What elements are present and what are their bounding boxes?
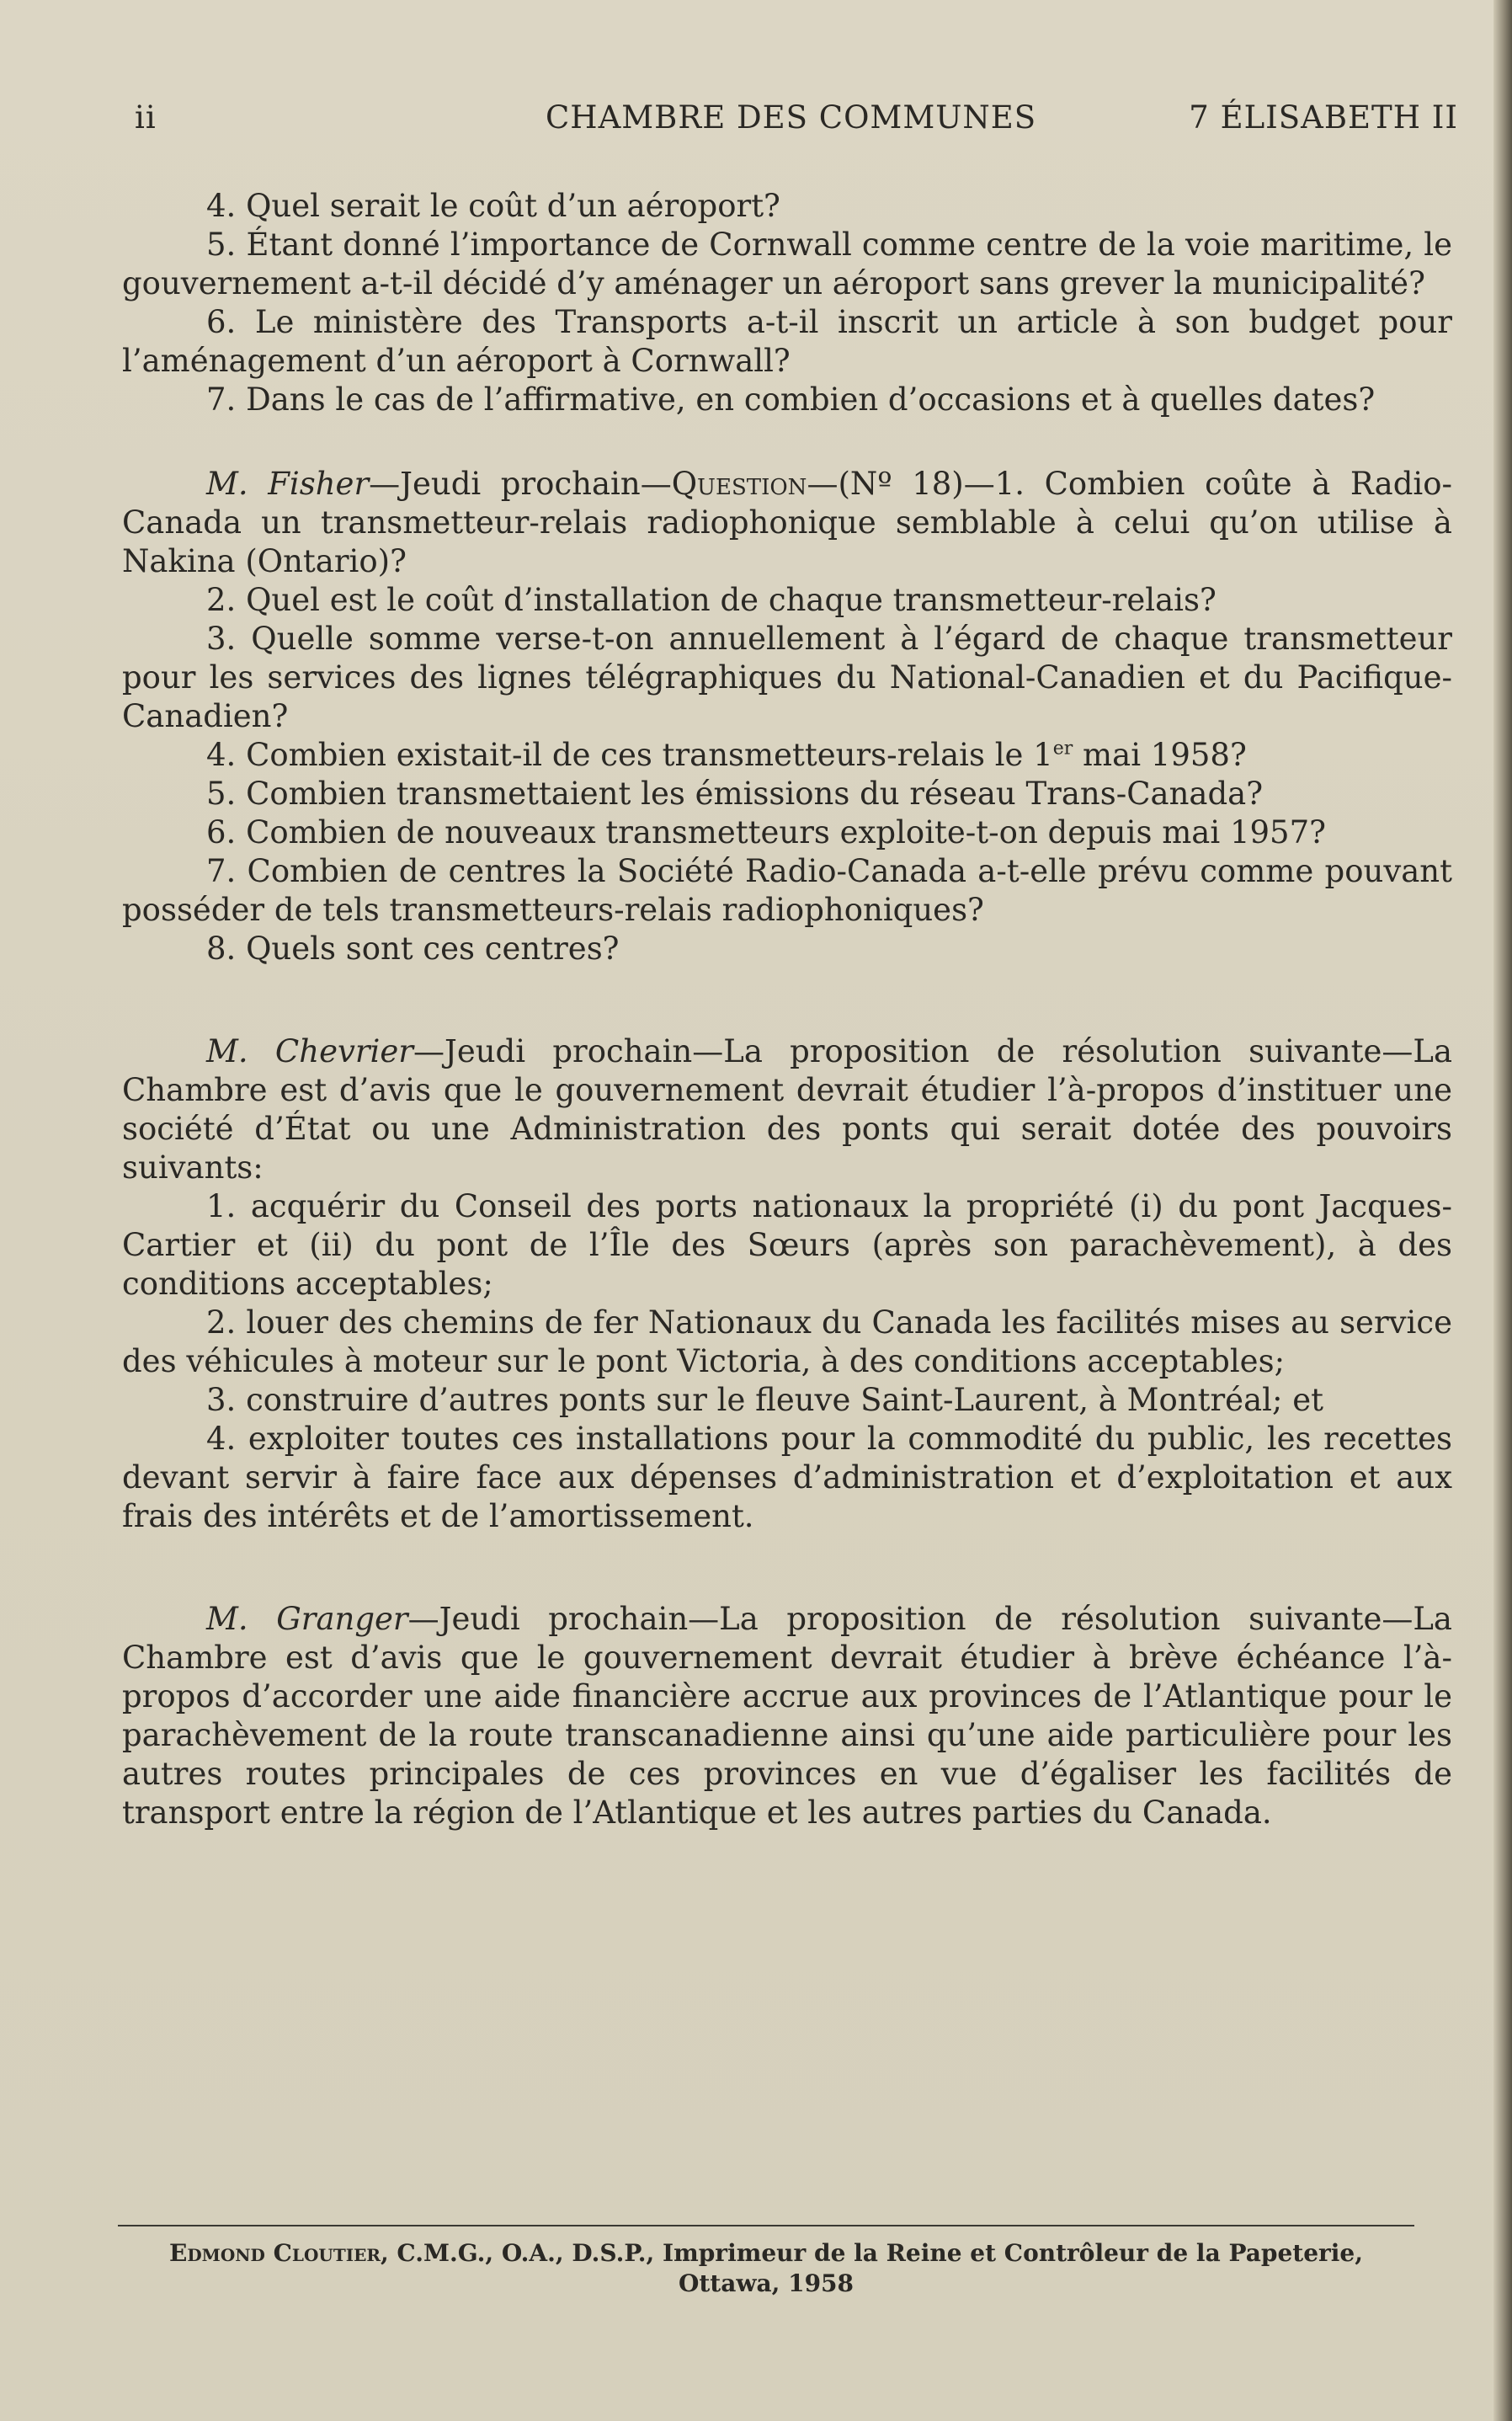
- motion-item: 2. louer des chemins de fer Nationaux du Canada les facilités mises au service des véhicules à moteur sur le pont Victoria, à des conditions acceptables;: [122, 1304, 1452, 1379]
- motion-text: —Jeudi prochain—La proposition de résolution suivante—La Chambre est d’avis que le gouvernement devrait étudier l’à-propos d’instituer une société d’État ou une Administration des ponts qui serait dotée des pouvoirs suivants:: [122, 1033, 1452, 1186]
- motion-item: 3. construire d’autres ponts sur le fleuve Saint-Laurent, à Montréal; et: [206, 1382, 1323, 1418]
- imprint-line-1: [118, 2238, 1414, 2269]
- page-body: [122, 187, 1452, 1832]
- header-title: CHAMBRE DES COMMUNES: [546, 99, 1037, 136]
- question-item: 4. Quel serait le coût d’un aéroport?: [206, 188, 780, 224]
- regnal-year: 7 ÉLISABETH II: [1189, 99, 1458, 136]
- question-item: 4. Combien existait-il de ces transmetteurs-relais le 1er mai 1958?: [206, 737, 1247, 773]
- question-item: 2. Quel est le coût d’installation de chaque transmetteur-relais?: [206, 582, 1217, 618]
- page-binding-edge: [1493, 0, 1512, 2421]
- imprint-line-2: Ottawa, 1958: [678, 2269, 854, 2297]
- question-item: 7. Combien de centres la Société Radio-Canada a-t-elle prévu comme pouvant posséder de tels transmetteurs-relais radiophoniques?: [122, 853, 1452, 928]
- motion-item: 1. acquérir du Conseil des ports nationaux la propriété (i) du pont Jacques-Cartier et (ii) du pont de l’Île des Sœurs (après son parachèvement), à des conditions acceptables;: [122, 1188, 1452, 1302]
- question-item: 3. Quelle somme verse-t-on annuellement à l’égard de chaque transmetteur pour les services des lignes télégraphiques du National-Canadien et du Pacifique-Canadien?: [122, 621, 1452, 734]
- member-name: M. Chevrier: [206, 1033, 413, 1069]
- printer-name: Edmond Cloutier: [169, 2239, 381, 2267]
- notice-lead: —Jeudi prochain—: [369, 466, 672, 502]
- member-name: M. Fisher: [206, 466, 370, 502]
- motion-text: —Jeudi prochain—La proposition de résolution suivante—La Chambre est d’avis que le gouvernement devrait étudier à brève échéance l’à-propos d’accorder une aide financière accrue aux provinces de l’Atlantique pour le parachèvement de la route transcanadienne ainsi qu’une aide particulière pour les autres routes principales de ces provinces en vue d’égaliser les facilités de transport entre la région de l’Atlantique et les autres parties du Canada.: [122, 1601, 1452, 1831]
- chevrier-motion: [122, 1032, 1452, 1187]
- question-label: Question: [671, 466, 807, 502]
- question-item: 6. Le ministère des Transports a-t-il inscrit un article à son budget pour l’aménagement d’un aéroport à Cornwall?: [122, 304, 1452, 379]
- footer-rule: [118, 2225, 1414, 2226]
- question-body: —(Nº 18)—1. Combien coûte à Radio-Canada un transmetteur-relais radiophonique semblable à celui qu’on utilise à Nakina (Ontario)?: [122, 466, 1452, 579]
- running-header: [135, 99, 1458, 150]
- member-name: M. Granger: [206, 1601, 408, 1637]
- section-gap: [122, 968, 1452, 1032]
- question-item: 5. Étant donné l’importance de Cornwall comme centre de la voie maritime, le gouvernement a-t-il décidé d’y aménager un aéroport sans grever la municipalité?: [122, 227, 1452, 301]
- question-item: 8. Quels sont ces centres?: [206, 931, 620, 967]
- fisher-question: [122, 465, 1452, 581]
- question-item: 6. Combien de nouveaux transmetteurs exploite-t-on depuis mai 1957?: [206, 814, 1326, 851]
- motion-item: 4. exploiter toutes ces installations pour la commodité du public, les recettes devant servir à faire face aux dépenses d’administration et d’exploitation et aux frais des intérêts et de l’amortissement.: [122, 1421, 1452, 1534]
- granger-motion: [122, 1600, 1452, 1832]
- question-item: 5. Combien transmettaient les émissions du réseau Trans-Canada?: [206, 776, 1264, 812]
- printer-imprint: [118, 2238, 1414, 2299]
- question-item: 7. Dans le cas de l’affirmative, en combien d’occasions et à quelles dates?: [206, 381, 1376, 418]
- section-gap: [122, 419, 1452, 465]
- section-gap: [122, 1536, 1452, 1600]
- page-number: ii: [135, 99, 157, 136]
- printer-titles: , C.M.G., O.A., D.S.P., Imprimeur de la Reine et Contrôleur de la Papeterie,: [380, 2239, 1363, 2267]
